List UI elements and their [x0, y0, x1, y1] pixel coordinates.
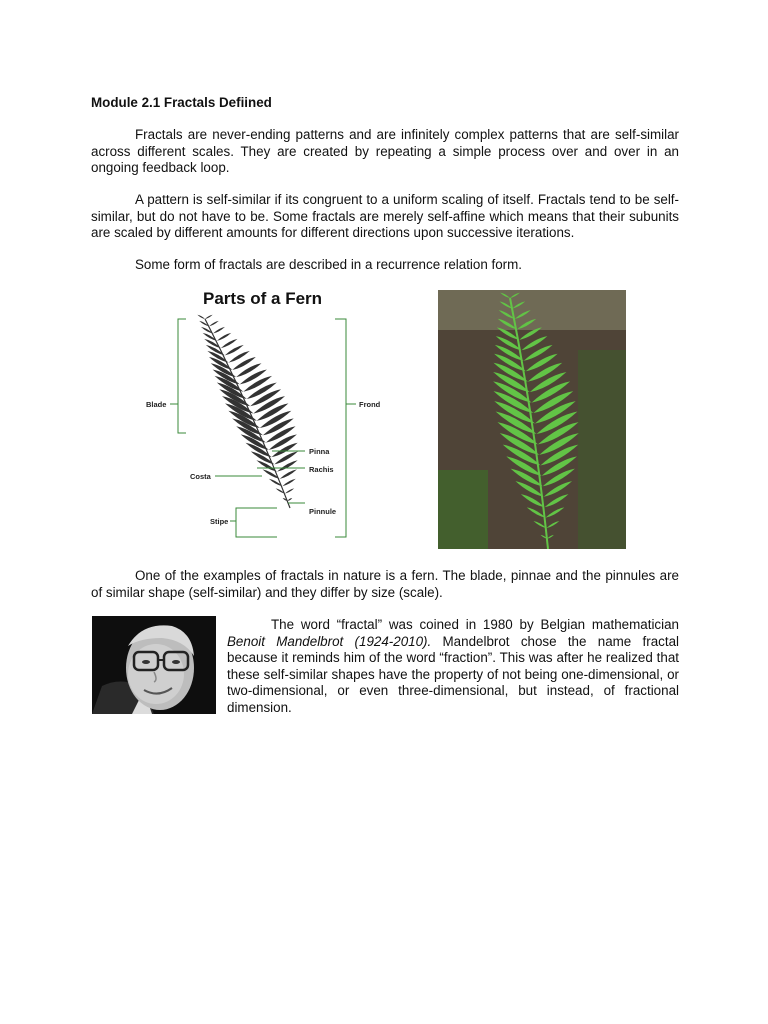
label-frond: Frond: [359, 400, 381, 409]
fern-parts-diagram: [140, 283, 400, 545]
page-heading: Module 2.1 Fractals Defiined: [91, 95, 272, 110]
label-pinnule: Pinnule: [309, 507, 337, 516]
mandelbrot-portrait: [92, 616, 216, 714]
paragraph-mandelbrot: [227, 617, 679, 716]
mandelbrot-name: Benoit Mandelbrot (1924-2010).: [227, 633, 432, 649]
label-pinna: Pinna: [309, 447, 330, 456]
label-rachis: Rachis: [309, 465, 334, 474]
fern-photograph: [438, 290, 626, 549]
fern-drawing: [197, 315, 298, 508]
label-costa: Costa: [190, 472, 211, 481]
paragraph-fractal-definition: Fractals are never-ending patterns and are infinitely complex patterns that are self-similar across different scales. They are created by repeating a simple process over and over in an ongoing feedback loop.: [91, 127, 679, 175]
mandelbrot-text-after: Mandelbrot chose the name fractal because it reminds him of the word “fraction”. This was after he realized that these self-similar shapes have the property of not being one-dimensional, or two-dimensional, or even three-dimensional, but instead, of fractional dimension.: [227, 633, 680, 715]
label-stipe: Stipe: [210, 517, 229, 526]
diagram-brackets: [170, 319, 356, 537]
diagram-title: Parts of a Fern: [203, 289, 323, 308]
paragraph-recurrence: Some form of fractals are described in a recurrence relation form.: [135, 257, 523, 272]
paragraph-fern-example: One of the examples of fractals in nature is a fern. The blade, pinnae and the pinnules are of similar shape (self-similar) and they differ by size (scale).: [91, 568, 679, 600]
label-blade: Blade: [146, 400, 167, 409]
paragraph-self-similarity: A pattern is self-similar if its congruent to a uniform scaling of itself. Fractals tend to be self-similar, but do not have to be. Some fractals are merely self-affine which means that their subunits are scaled by different amounts for different directions upon successive iterations.: [91, 192, 679, 240]
mandelbrot-text-before: The word “fractal” was coined in 1980 by Belgian mathematician: [271, 617, 679, 632]
